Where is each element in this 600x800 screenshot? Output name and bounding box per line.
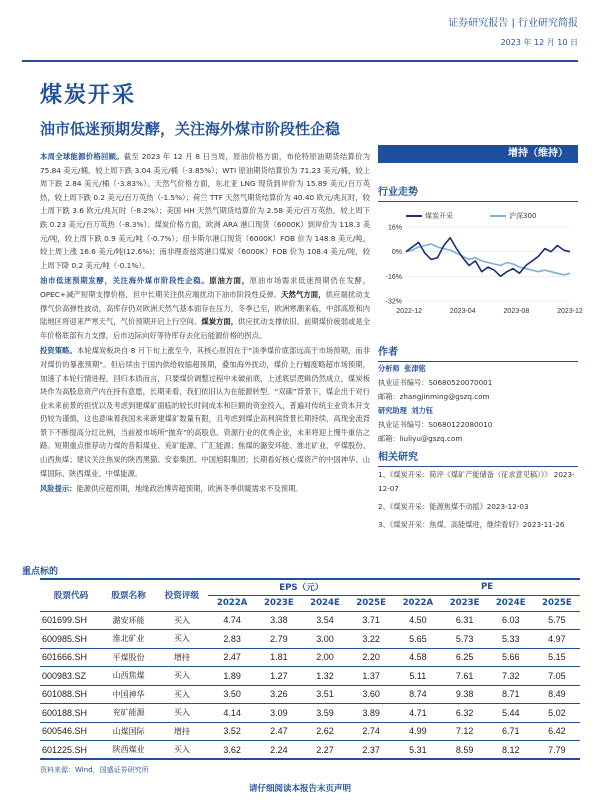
pe-cell: 8.49 xyxy=(548,689,566,700)
rating-badge: 增持（维持） xyxy=(378,145,578,163)
stock-rating-cell: 买入 xyxy=(173,745,190,754)
assistant-cert: 执业证书编号：S0680122080010 xyxy=(378,420,493,429)
pe-cell: 6.32 xyxy=(455,707,474,718)
highlight-coal: 煤炭方面， xyxy=(201,317,239,327)
stock-code-cell: 600546.SH xyxy=(42,726,88,737)
y-tick-label: 16% xyxy=(387,224,402,232)
paragraph-lead: 本周全球能源价格回顾。 xyxy=(40,152,124,161)
page-footer: 请仔细阅读本报告末页声明 xyxy=(248,784,351,794)
table-row xyxy=(40,685,580,704)
table-body xyxy=(40,611,580,759)
eps-cell: 3.60 xyxy=(362,689,380,700)
paragraph-price-review xyxy=(40,150,370,272)
paragraph-text: 本轮煤炭板块自 8 月下旬上涨至今，其核心原因在于“淡季煤价底部远高于市场预期，而非对煤价的暴涨预期”。但后续由于国内供给收缩超预期，叠加海外扰动，煤价上行幅度略超市场预期，加速了本轮行情进程，回归本质而言，只要煤价调整过程中未破前底，上述底层逻辑仍然成立，煤炭板块作为高股息资产内在持有意愿，长期来看，我们依旧认为在能源转型、“双碳”背景下，煤企出于对行业未来前景的担忧以及考虑到建煤矿面临的较长时间成本和巨额的资金投入，普遍对传统主业资本开支仍较为谨慎，这也意味着我国未来新建煤矿数量有限，且考虑到煤企高利润背景长期持续，高现金流背景下不断提高分红比例，当前被市场所“抛弃”的高股息、资源行业的优秀企业，未来将迎上慢牛重估之路。短期重点推荐动力煤的昔阳煤业、兖矿能源、广汇能源；焦煤的潞安环能、淮北矿业、平煤股份、山西焦煤；建议关注焦炭的陕西黑猫、安泰集团、中国旭阳集团；长期看好核心煤资产的中国神华、山煤国际、陕西煤业、中煤能源。 xyxy=(40,346,371,478)
pe-cell: 4.58 xyxy=(409,652,427,663)
col-header-eps: EPS（元） xyxy=(208,579,394,595)
eps-cell: 2.24 xyxy=(270,744,288,755)
report-headline: 油市低迷预期发酵，关注海外煤市阶段性企稳 xyxy=(40,120,341,138)
eps-cell: 2.20 xyxy=(362,652,380,663)
highlight-oil: 原油方面， xyxy=(209,276,250,286)
pe-cell: 9.38 xyxy=(455,689,474,700)
paragraph-text: 供应扰动支撑依旧，前期煤价疲弱或是全年价格底部有力支撑，后市边际向好等待库存去化后能源价格的拐点。 xyxy=(40,317,371,340)
report-body xyxy=(40,150,370,498)
eps-cell: 3.54 xyxy=(316,615,334,626)
pe-cell: 5.33 xyxy=(501,633,520,644)
pe-cell: 4.99 xyxy=(409,726,427,737)
eps-cell: 3.38 xyxy=(270,615,288,626)
analyst-email[interactable]: 邮箱：zhangjinming@gszq.com xyxy=(378,392,490,401)
assistant-role: 研究助理 xyxy=(378,406,407,415)
stock-rating-cell: 增持 xyxy=(173,726,190,736)
col-header-pe: PE xyxy=(394,579,580,595)
x-tick-label: 2022-12 xyxy=(396,308,423,315)
table-source: 资料来源：Wind，国盛证券研究所 xyxy=(40,766,149,774)
highlight-gas: 天然气方面， xyxy=(281,289,326,299)
paragraph-outlook xyxy=(40,274,370,342)
eps-cell: 3.71 xyxy=(362,615,380,626)
pe-cell: 6.31 xyxy=(455,615,474,626)
stock-rating-cell: 买入 xyxy=(173,671,190,681)
stock-code-cell: 600188.SH xyxy=(42,707,88,718)
col-header-year: 2023E xyxy=(263,598,294,608)
col-header-year: 2025E xyxy=(356,598,387,608)
eps-cell: 1.32 xyxy=(316,670,334,681)
assistant-name: 刘力钰 xyxy=(411,406,433,415)
pe-cell: 6.03 xyxy=(501,615,520,626)
pe-cell: 7.12 xyxy=(455,726,474,737)
pe-cell: 5.44 xyxy=(501,707,520,718)
eps-cell: 1.81 xyxy=(270,652,288,663)
pe-cell: 5.11 xyxy=(409,670,427,681)
related-list xyxy=(378,468,578,532)
author-heading: 作者 xyxy=(378,343,578,362)
related-item[interactable]: 1、《煤炭开采：简评《煤矿产能储备（征求意见稿）》》 2023-12-07 xyxy=(378,470,575,493)
pe-cell: 5.31 xyxy=(409,744,427,755)
pe-cell: 6.42 xyxy=(548,726,566,737)
paragraph-risk xyxy=(40,482,370,496)
stock-code-cell: 601225.SH xyxy=(42,744,88,755)
pe-cell: 8.59 xyxy=(455,744,474,755)
col-header-year: 2024E xyxy=(310,598,340,608)
eps-cell: 3.62 xyxy=(223,744,241,755)
paragraph-lead: 油市低迷预期发酵，关注海外煤市阶段性企稳。 xyxy=(40,276,210,286)
pe-cell: 6.71 xyxy=(501,726,520,737)
eps-cell: 4.14 xyxy=(223,707,241,718)
pe-cell: 4.50 xyxy=(409,615,427,626)
assistant-line xyxy=(378,404,578,418)
industry-trend-chart xyxy=(378,205,583,317)
eps-cell: 3.89 xyxy=(362,707,380,718)
eps-cell: 2.37 xyxy=(362,744,380,755)
report-date: 2023 年 12 月 10 日 xyxy=(500,38,578,47)
x-tick-label: 2023-08 xyxy=(503,308,530,315)
trend-heading: 行业走势 xyxy=(378,183,578,202)
stock-name-cell: 陕西煤业 xyxy=(112,745,145,754)
key-stocks-table-wrap xyxy=(40,578,580,760)
pe-cell: 5.65 xyxy=(409,633,427,644)
pe-cell: 4.97 xyxy=(548,633,566,644)
stock-name-cell: 淮北矿业 xyxy=(112,634,145,644)
header-divider xyxy=(22,60,578,62)
col-header-year: 2025E xyxy=(541,598,572,608)
eps-cell: 1.27 xyxy=(270,670,288,681)
col-header-rating: 投资评级 xyxy=(155,579,208,611)
stock-rating-cell: 买入 xyxy=(173,634,190,644)
stock-rating-cell: 增持 xyxy=(173,652,190,662)
legend-item-hs300 xyxy=(490,211,536,221)
legend-swatch-icon xyxy=(406,213,422,219)
eps-cell: 2.79 xyxy=(270,633,288,644)
x-tick-label: 2023-04 xyxy=(449,308,476,315)
eps-cell: 2.74 xyxy=(362,726,380,737)
pe-cell: 7.61 xyxy=(455,670,474,681)
eps-cell: 3.00 xyxy=(316,633,334,644)
analyst-line xyxy=(378,362,578,376)
eps-cell: 3.26 xyxy=(270,689,288,700)
stock-name-cell: 山西焦煤 xyxy=(112,671,145,681)
paragraph-text: 原油市场需求低迷预期仍在发酵，OPEC+减产短期支撑价格，但中长期关注供应端扰动下油市阶段性反弹。 xyxy=(40,276,371,299)
eps-cell: 2.00 xyxy=(316,652,334,663)
eps-cell: 2.27 xyxy=(316,744,334,755)
y-tick-label: 0% xyxy=(391,249,402,257)
pe-cell: 7.32 xyxy=(501,670,520,681)
document-type: 证券研究报告 | 行业研究简报 xyxy=(448,18,578,29)
paragraph-text: 能源供应超预期，地缘政治博弈超预期，欧洲冬季供暖需求不及预期。 xyxy=(76,484,303,494)
pe-cell: 8.71 xyxy=(501,689,520,700)
related-item[interactable]: 3、《煤炭开采：焦煤、高能煤进，继续看好》2023-11-26 xyxy=(378,520,565,529)
report-header xyxy=(448,14,578,48)
eps-cell: 3.59 xyxy=(316,707,334,718)
table-row xyxy=(40,630,580,649)
pe-cell: 5.66 xyxy=(501,652,520,663)
table-row xyxy=(40,741,580,760)
paragraph-lead: 风险提示： xyxy=(40,484,77,494)
table-row xyxy=(40,667,580,686)
pe-cell: 4.71 xyxy=(409,707,427,718)
key-stocks-label: 重点标的 xyxy=(22,567,59,577)
stock-name-cell: 平煤股份 xyxy=(112,652,145,662)
paragraph-lead: 投资策略。 xyxy=(40,346,77,356)
eps-cell: 2.47 xyxy=(270,726,288,737)
table-row xyxy=(40,722,580,741)
analyst-name: 张津铭 xyxy=(404,364,426,373)
stock-code-cell: 601699.SH xyxy=(42,615,88,626)
eps-cell: 1.89 xyxy=(223,670,241,681)
stock-code-cell: 601088.SH xyxy=(42,689,88,700)
eps-cell: 2.62 xyxy=(316,726,334,737)
sector-title: 煤炭开采 xyxy=(40,82,137,108)
y-tick-label: -16% xyxy=(385,273,402,281)
eps-cell: 3.22 xyxy=(362,633,380,644)
legend-item-coal xyxy=(406,211,453,221)
pe-cell: 5.15 xyxy=(548,652,566,663)
col-header-code: 股票代码 xyxy=(40,579,102,611)
eps-cell: 2.47 xyxy=(223,652,241,663)
legend-label: 煤炭开采 xyxy=(425,212,453,220)
paragraph-text: 截至 2023 年 12 月 8 日当周，原油价格方面，布伦特原油期货结算价为 75.84 美元/桶，较上周下跌 3.04 美元/桶（-3.85%）；WTI 原油期货结算价为 71.23 美元/桶，较上周下跌 2.84 美元/桶（-3.83%）。天然气价格方面，东北亚 LNG 现货到岸价为 15.89 美元/百万英热，较上周下跌 0.2 美元/百万英热（-1.5%）；荷兰 TTF 天然气期货结算价为 40.40 欧元/兆瓦时，较上周下跌 3.6 欧元/兆瓦时（-8.2%）；美国 HH 天然气期货结算价为 2.58 美元/百万英热，较上周下跌 0.23 美元/百万英热（-8.3%）。煤炭价格方面，欧洲 ARA 港口现货（6000K）到岸价为 118.3 美元/吨，较上周下跌 0.9 美元/吨（-0.7%）；纽卡斯尔港口现货（6000K）FOB 价为 148.8 美元/吨，较上周上涨 16.6 美元/吨(12.6%)；南非理查兹湾港口煤炭（6000K）FOB 价为 108.4 美元/吨，较上周下降 0.2 美元/吨（-0.1%）。 xyxy=(40,152,370,270)
col-header-year: 2023E xyxy=(449,598,480,608)
stock-rating-cell: 买入 xyxy=(173,708,190,718)
key-stocks-table xyxy=(40,578,580,760)
pe-cell: 5.73 xyxy=(455,633,474,644)
table-row xyxy=(40,611,580,630)
eps-cell: 3.52 xyxy=(223,726,241,737)
eps-cell: 4.74 xyxy=(223,615,241,626)
col-header-year: 2024E xyxy=(495,598,526,608)
eps-cell: 3.50 xyxy=(223,689,241,700)
x-tick-label: 2023-12 xyxy=(557,308,583,315)
legend-label: 沪深300 xyxy=(509,212,537,220)
stock-name-cell: 中国神华 xyxy=(112,689,145,699)
related-heading: 相关研究 xyxy=(378,448,578,467)
col-header-year: 2022A xyxy=(402,598,434,608)
table-row xyxy=(40,648,580,667)
related-item[interactable]: 2、《煤炭开采：能源焦煤不动摇》2023-12-03 xyxy=(378,502,529,511)
stock-rating-cell: 买入 xyxy=(173,689,190,699)
col-header-year: 2022A xyxy=(216,598,248,608)
eps-cell: 3.09 xyxy=(270,707,288,718)
paragraph-text: 供应端扰动支撑气价高弹性波动，高库存仍对欧洲天然气基本面存在压力，冬季已至，欧洲寒潮来临，中部高原和内陆地区将迎来严寒天气，气价预期开启上行空间。 xyxy=(40,289,371,327)
eps-cell: 2.83 xyxy=(223,633,241,644)
stock-code-cell: 000983.SZ xyxy=(42,670,87,681)
legend-swatch-icon xyxy=(490,213,506,219)
stock-code-cell: 601666.SH xyxy=(42,652,88,663)
author-block xyxy=(378,362,578,446)
col-header-name: 股票名称 xyxy=(102,579,155,611)
analyst-cert: 执业证书编号：S0680520070001 xyxy=(378,378,493,387)
stock-code-cell: 600985.SH xyxy=(42,633,88,644)
stock-name-cell: 山煤国际 xyxy=(112,726,145,736)
assistant-email[interactable]: 邮箱：liuliyu@gszq.com xyxy=(378,434,463,443)
table-row xyxy=(40,704,580,723)
stock-name-cell: 潞安环能 xyxy=(112,615,145,625)
paragraph-strategy xyxy=(40,344,370,480)
stock-rating-cell: 买入 xyxy=(173,615,190,625)
pe-cell: 5.75 xyxy=(548,615,566,626)
pe-cell: 7.05 xyxy=(548,670,566,681)
analyst-role: 分析师 xyxy=(378,364,400,373)
pe-cell: 8.12 xyxy=(501,744,520,755)
y-tick-label: -32% xyxy=(385,298,402,306)
eps-cell: 3.51 xyxy=(316,689,334,700)
pe-cell: 8.74 xyxy=(409,689,427,700)
pe-cell: 6.25 xyxy=(455,652,474,663)
pe-cell: 7.79 xyxy=(548,744,566,755)
chart-plot xyxy=(378,205,583,317)
eps-cell: 1.37 xyxy=(362,670,380,681)
stock-name-cell: 兖矿能源 xyxy=(112,708,145,718)
pe-cell: 5.02 xyxy=(548,707,566,718)
